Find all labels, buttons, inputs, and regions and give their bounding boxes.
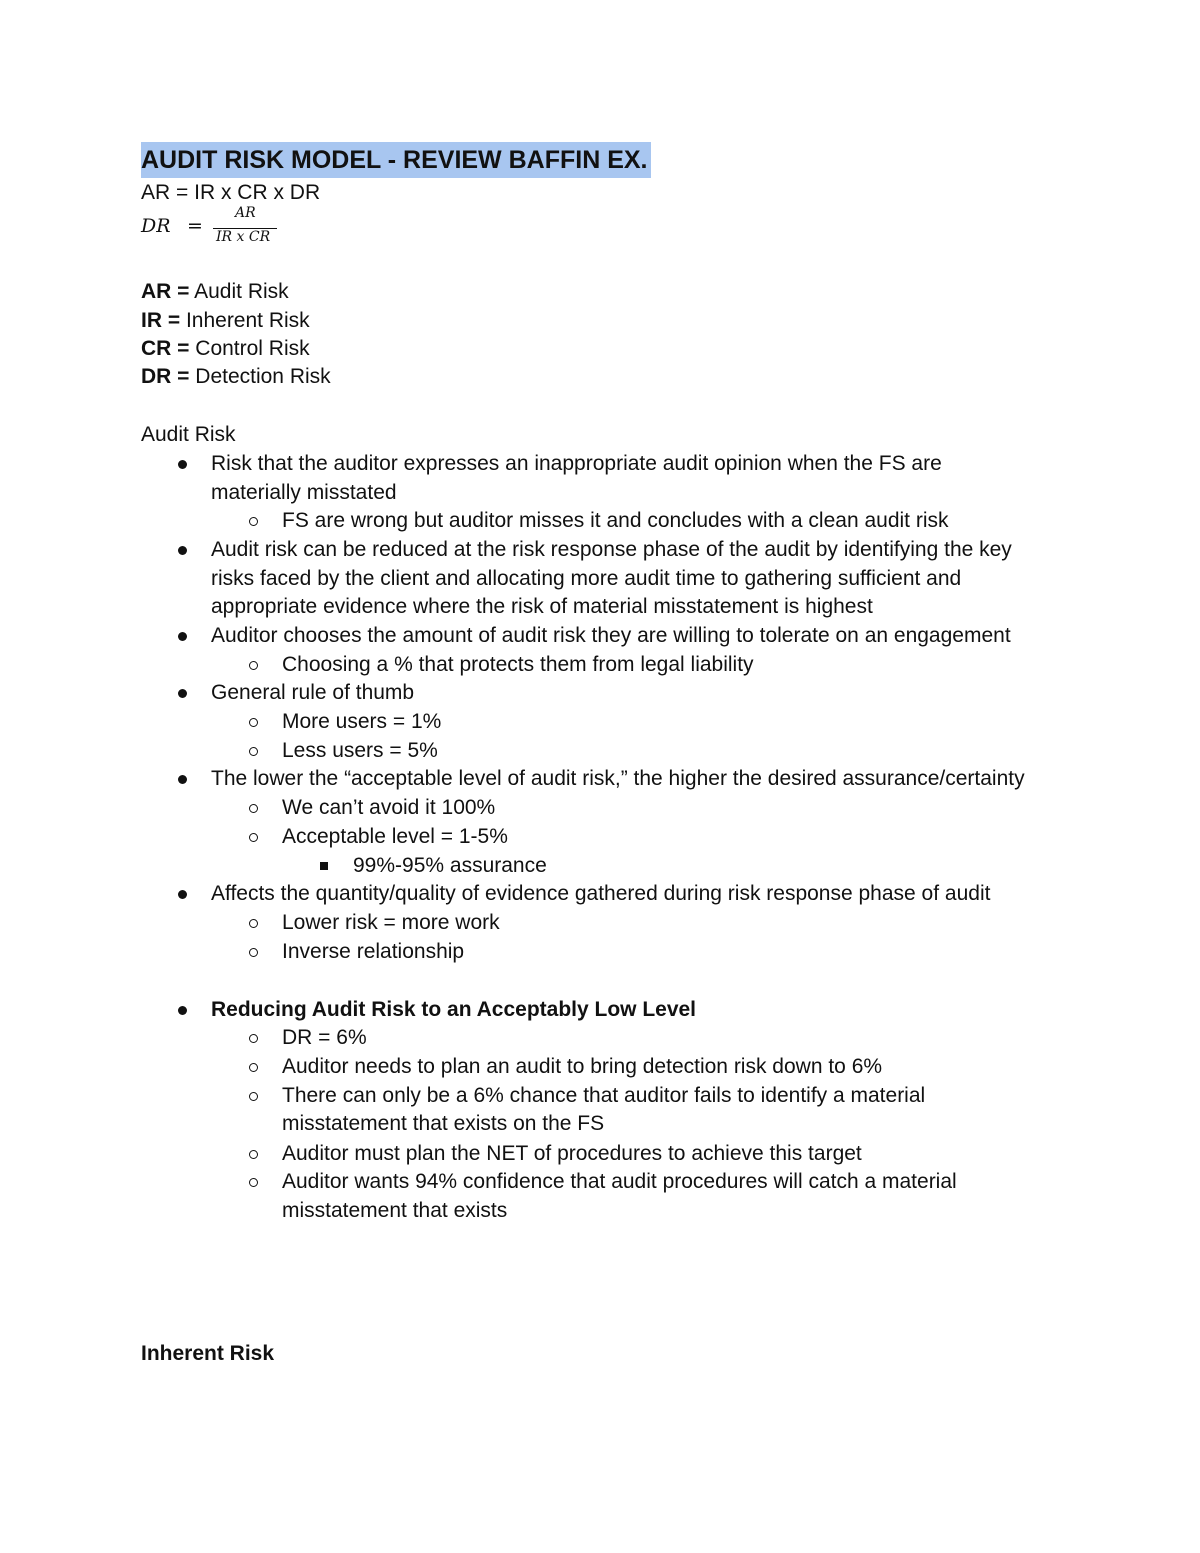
sub-bullet-icon: [249, 833, 258, 842]
sub-list-item: More users = 1%: [282, 710, 442, 733]
bullet-icon: [178, 1006, 187, 1015]
definition-text: Detection Risk: [189, 365, 331, 388]
section-heading-audit-risk: Audit Risk: [141, 423, 236, 446]
bullet-icon: [178, 775, 187, 784]
sub-bullet-icon: [249, 1150, 258, 1159]
formula-lhs: DR: [141, 215, 171, 237]
definition-ir: [141, 307, 310, 335]
list-item: Audit risk can be reduced at the risk response phase of the audit by identifying the key: [211, 538, 1012, 561]
sub-bullet-icon: [249, 804, 258, 813]
sub-list-item: Auditor needs to plan an audit to bring detection risk down to 6%: [282, 1055, 883, 1078]
sub-list-item: Inverse relationship: [282, 940, 465, 963]
sub-list-item: FS are wrong but auditor misses it and concludes with a clean audit risk: [282, 509, 949, 532]
list-item-continuation: risks faced by the client and allocating more audit time to gathering sufficient and: [211, 567, 962, 590]
definition-term: IR =: [141, 309, 181, 332]
sub-bullet-icon: [249, 1178, 258, 1187]
sub-bullet-icon: [249, 747, 258, 756]
definition-cr: [141, 335, 310, 363]
section-heading-inherent-risk: Inherent Risk: [141, 1342, 275, 1365]
list-item-continuation: appropriate evidence where the risk of material misstatement is highest: [211, 595, 873, 618]
sub-list-item-continuation: misstatement that exists: [282, 1199, 508, 1222]
sub-bullet-icon: [249, 718, 258, 727]
definition-dr: [141, 363, 331, 391]
list-item: Risk that the auditor expresses an inappropriate audit opinion when the FS are: [211, 452, 942, 475]
square-bullet-icon: [320, 862, 328, 870]
sub-sub-list-item: 99%-95% assurance: [353, 854, 547, 877]
sub-list-item: Auditor must plan the NET of procedures to achieve this target: [282, 1142, 862, 1165]
sub-bullet-icon: [249, 1063, 258, 1072]
sub-list-item: We can’t avoid it 100%: [282, 796, 496, 819]
definition-term: DR =: [141, 365, 190, 388]
definition-text: Inherent Risk: [180, 309, 310, 332]
list-item: General rule of thumb: [211, 681, 415, 704]
definition-ar: [141, 278, 289, 306]
bullet-icon: [178, 632, 187, 641]
definition-term: CR =: [141, 337, 190, 360]
sub-list-item: Choosing a % that protects them from legal liability: [282, 653, 754, 676]
list-item: The lower the “acceptable level of audit risk,” the higher the desired assurance/certainty: [211, 767, 1025, 790]
sub-list-item: Lower risk = more work: [282, 911, 500, 934]
formula-denominator: IR x CR: [216, 229, 271, 245]
sub-list-item: Auditor wants 94% confidence that audit procedures will catch a material: [282, 1170, 957, 1193]
sub-bullet-icon: [249, 1092, 258, 1101]
definition-term: AR =: [141, 280, 190, 303]
formula-equals: =: [187, 215, 203, 237]
sub-list-item-continuation: misstatement that exists on the FS: [282, 1112, 605, 1135]
audit-risk-formula: AR = IR x CR x DR: [141, 181, 321, 204]
sub-list-item: There can only be a 6% chance that auditor fails to identify a material: [282, 1084, 926, 1107]
bullet-icon: [178, 890, 187, 899]
bullet-icon: [178, 460, 187, 469]
sub-list-item: Less users = 5%: [282, 739, 438, 762]
sub-bullet-icon: [249, 517, 258, 526]
sub-bullet-icon: [249, 1034, 258, 1043]
formula-numerator: AR: [235, 205, 256, 221]
sub-bullet-icon: [249, 948, 258, 957]
list-item-heading: Reducing Audit Risk to an Acceptably Low Level: [211, 998, 697, 1021]
list-item: Affects the quantity/quality of evidence gathered during risk response phase of audit: [211, 882, 991, 905]
sub-list-item: DR = 6%: [282, 1026, 367, 1049]
definition-text: Control Risk: [189, 337, 310, 360]
definition-text: Audit Risk: [189, 280, 289, 303]
sub-bullet-icon: [249, 661, 258, 670]
sub-list-item: Acceptable level = 1-5%: [282, 825, 508, 848]
page-title: AUDIT RISK MODEL - REVIEW BAFFIN EX.: [141, 142, 651, 178]
bullet-icon: [178, 689, 187, 698]
bullet-icon: [178, 546, 187, 555]
list-item-continuation: materially misstated: [211, 481, 397, 504]
list-item: Auditor chooses the amount of audit risk they are willing to tolerate on an engagement: [211, 624, 1011, 647]
sub-bullet-icon: [249, 919, 258, 928]
